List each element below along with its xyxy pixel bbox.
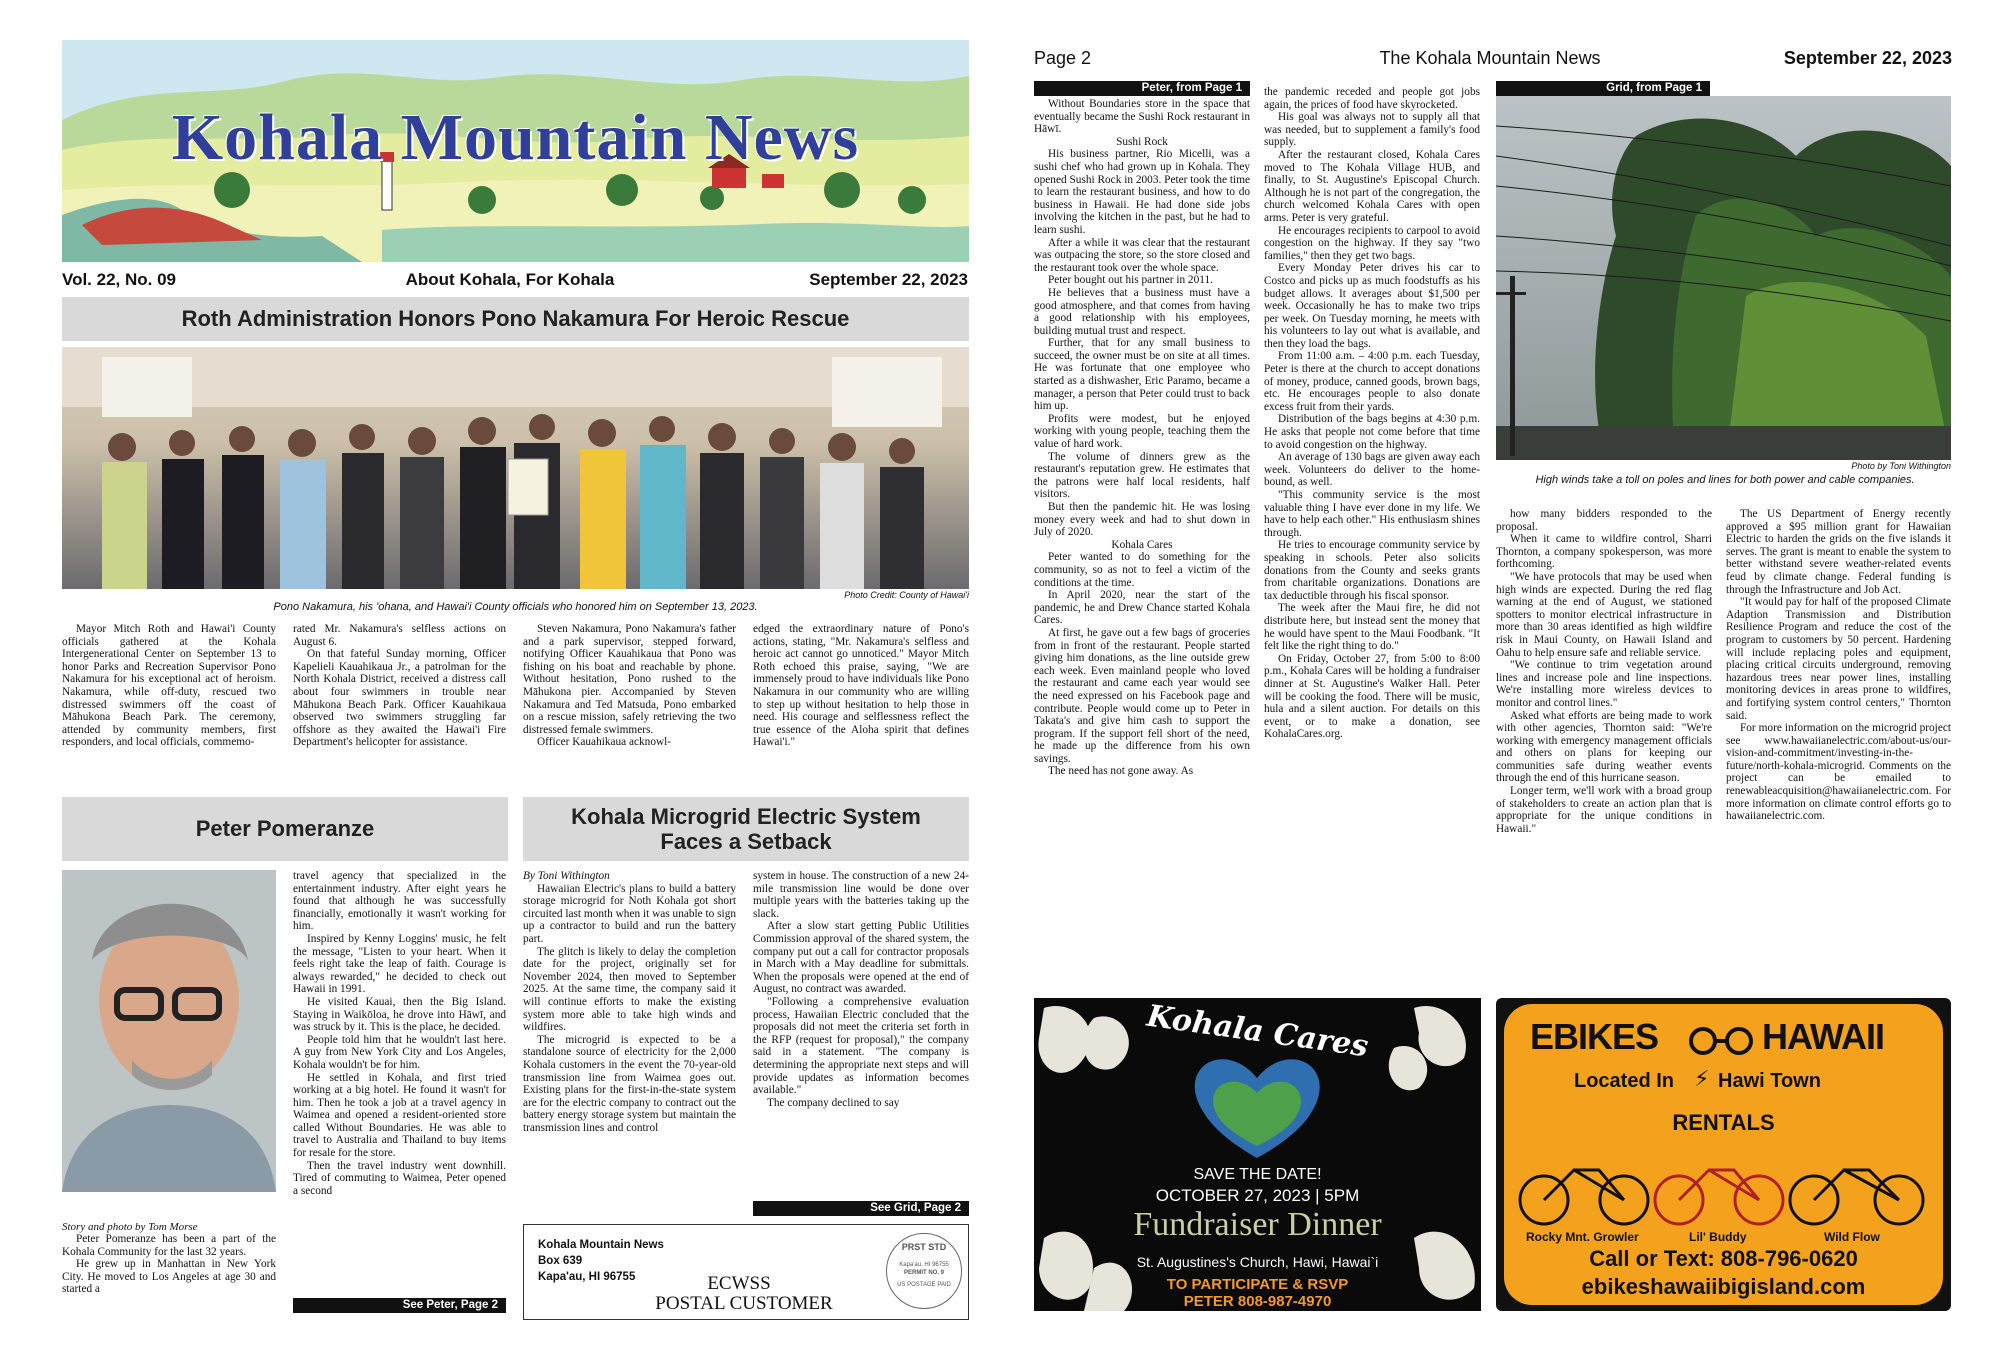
article-paragraph: When it came to wildfire control, Sharri Thornton, a company spokesperson, was more forthcoming. — [1496, 533, 1712, 571]
article-paragraph: The microgrid is expected to be a standalone source of electricity for the 2,000 Kohala customers in the event the 70-year-old transmission line from Waimea goes out. Existing plans for the first-in-the-state system are for the electric company to contract out the battery energy storage system but maintain the transmission lines and control — [523, 1033, 736, 1134]
masthead-tagline: About Kohala, For Kohala — [405, 270, 615, 289]
article-paragraph: After a slow start getting Public Utilities Commission approval of the shared system, the company put out a call for contractor proposals in March with a May deadline for submittals. When the proposals were opened at the end of August, no contract was awarded. — [753, 920, 969, 996]
peter-headline: Peter Pomeranze — [62, 797, 508, 861]
article-paragraph: The glitch is likely to delay the completion date for the project, originally set for November 2024, then moved to September 2025. At the same time, the company said it will continue efforts to make the existing system more able to take high winds and wildfires. — [523, 945, 736, 1034]
article-paragraph: "We have protocols that may be used when high winds are expected. During the red flag warning at the end of August, we stationed spotters to monitor electrical infrastructure in more than 30 areas identified as high wildfire risk in Maui County, on Hawaii Island and Oahu to help ensure safe and reliable service. — [1496, 570, 1712, 659]
peter-cont-tag: Peter, from Page 1 — [1034, 81, 1250, 96]
article-paragraph: Asked what efforts are being made to work with other agencies, Thornton said: "We're working with emergency management officials and others on plans for keeping our communities safe during weather events through the end of this hurricane season. — [1496, 709, 1712, 785]
article-paragraph: how many bidders responded to the proposal. — [1496, 508, 1712, 533]
bikes-illustration — [1514, 1140, 1934, 1230]
article-paragraph: After the restaurant closed, Kohala Cares moved to The Kohala Village HUB, and finally, to St. Augustine's Episcopal Church. Although he is not part of the congregation, the church welcomed Kohala Cares with open arms. Peter is very grateful. — [1264, 148, 1480, 224]
kohala-cares-ad — [1034, 998, 1481, 1311]
article-paragraph: From 11:00 a.m. – 4:00 p.m. each Tuesday, Peter is there at the church to accept donations of money, produce, canned goods, brown bags, etc. He encourages people to also donate excess fruit from their yards. — [1264, 350, 1480, 413]
microgrid-byline: By Toni Withington — [523, 870, 610, 882]
microgrid-column-1 — [523, 870, 736, 1214]
mailing-label — [523, 1224, 969, 1320]
article-paragraph: Without Boundaries store in the space that eventually became the Sushi Rock restaurant in Hāwī. — [1034, 98, 1250, 136]
cares-save-the-date: SAVE THE DATE! — [1193, 1166, 1322, 1183]
article-paragraph: He encourages recipients to carpool to avoid congestion on the highway. If they say "two families," then they get two bags. — [1264, 224, 1480, 262]
article-paragraph: He tries to encourage community service by speaking in schools. Peter also solicits donations from the County and seeks grants from charitable organizations. Donations are tax deductible through his fiscal sponsor. — [1264, 539, 1480, 602]
article-paragraph: On that fateful Sunday morning, Officer Kapelieli Kauahikaua Jr., a patrolman for the North Kohala District, received a distress call about four swimmers in trouble near Māhukona Beach Park. Officer Kauahikaua observed two swimmers struggling far offshore as they awaited the Hawai'i Fire Department's helicopter for assistance. — [293, 648, 506, 749]
article-paragraph: His goal was always not to supply all that was needed, but to supplement a family's food supply. — [1264, 111, 1480, 149]
ebikes-hawi-town: Hawi Town — [1718, 1070, 1821, 1092]
peter-column-2 — [293, 870, 506, 1298]
article-paragraph: Officer Kauahikaua acknowl- — [537, 736, 672, 749]
page2-date: September 22, 2023 — [1783, 48, 1952, 68]
microgrid-headline — [523, 797, 969, 861]
article-paragraph: His business partner, Rio Micelli, was a sushi chef who had grown up in Kohala. They opened Sushi Rock in 2003. Peter took the time to learn the restaurant business, and how to do business in Hawaii. He had done side jobs involving the kitchen in the past, but he had to learn sushi. — [1034, 148, 1250, 236]
article-paragraph: Steven Nakamura, Pono Nakamura's father and a park supervisor, stepped forward, notifying Officer Kauahikaua that Pono was fishing on his boat and reachable by phone. Without hesitation, Pono rushed to the Māhukona pier. Accompanied by Steven Nakamura and Ted Matsuda, Pono embarked on a rescue mission, safely retrieving the two distressed female swimmers. — [523, 623, 736, 736]
article-paragraph: Hawaiian Electric's plans to build a battery storage microgrid for Noth Kohala got short circuited last month when it was unable to sign up a contractor to build and run the battery part. — [523, 882, 736, 945]
cares-title: Kohala Cares — [1144, 998, 1371, 1065]
postage-stamp — [886, 1233, 962, 1309]
article-paragraph: Distribution of the bags begins at 4:30 p.m. He asks that people not come before that time to avoid congestion on the highway. — [1264, 413, 1480, 451]
ebikes-ad — [1496, 998, 1951, 1311]
article-paragraph: Mayor Mitch Roth and Hawai'i County officials gathered at the Kohala Intergenerational Center on September 13 to honor Parks and Recreation Supervisor Pono Nakamura for his exceptional act of heroism. Nakamura, while off-duty, rescued two distressed swimmers off the coast of Māhukona Beach Park. The ceremony, attended by community members, first responders, and local officials, commemo- — [62, 623, 276, 749]
peter-photo — [62, 870, 276, 1192]
article-paragraph: Peter wanted to do something for the community, so as not to feel a victim of the conditions at the time. — [1034, 551, 1250, 589]
lead-column-3 — [523, 623, 736, 793]
article-paragraph: Profits were modest, but he enjoyed working with young people, teaching them the value of hard work. — [1034, 412, 1250, 451]
article-paragraph: the pandemic receded and people got jobs again, the prices of food have skyrocketed. — [1264, 86, 1480, 111]
grid-photo — [1496, 96, 1951, 460]
mailing-postal-customer: POSTAL CUSTOMER — [655, 1293, 833, 1314]
peter-column-1 — [62, 1233, 276, 1317]
peter-cont-column-1 — [1034, 98, 1250, 978]
article-paragraph: On Friday, October 27, from 5:00 to 8:00 p.m., Kohala Cares will be holding a fundraiser dinner at St. Augustine's Walker Hall. Peter will be cooking the food. There will be music, hula and a silent auction. For details on this event, or to make a donation, see KohalaCares.org. — [1264, 652, 1480, 741]
article-paragraph: Peter bought out his partner in 2011. — [1048, 274, 1213, 287]
article-paragraph: edged the extraordinary nature of Pono's actions, stating, "Mr. Nakamura's selfless and heroic act cannot go unnoticed." Mayor Mitch Roth echoed this praise, saying, "We are immensely proud to have individuals like Pono Nakamura in our community who are willing to step up without hesitation to help those in need. His courage and selflessness reflect the true essence of the Aloha spirit that defines Hawai'i." — [753, 623, 969, 749]
article-paragraph: "It would pay for half of the proposed Climate Adaption Transmission and Distribution Resilience Program and reduce the cost of the program to customers by 50 percent. Hardening will include replacing poles and equipment, placing critical circuits underground, removing hazardous trees near power lines, installing monitoring devices in areas prone to wildfires, and fortifying system control centers," Thornton said. — [1726, 596, 1951, 722]
article-paragraph: He visited Kauai, then the Big Island. Staying in Waikōloa, he drove into Hāwī, and was struck by it. This is the place, he decided. — [293, 995, 506, 1034]
page-1 — [0, 0, 990, 1361]
article-paragraph: "We continue to trim vegetation around lines and increase pole and line inspections. We're installing more wireless devices to monitor and control lines." — [1496, 659, 1712, 709]
stamp-line-3: PERMIT NO. 9 — [903, 1270, 944, 1276]
lead-photo — [62, 347, 969, 589]
ebikes-brand-left: EBIKES — [1530, 1016, 1659, 1057]
article-paragraph: Inspired by Kenny Loggins' music, he felt the message, "Listen to your heart. When it feels right take the leap of faith. Courage is always rewarded," he decided to check out Hawaii in 1991. — [293, 932, 506, 996]
grid-cont-column-2 — [1726, 508, 1951, 978]
article-paragraph: travel agency that specialized in the entertainment industry. After eight years he found that although he was successfully financially, emotionally it wasn't working for him. — [293, 870, 506, 933]
grid-photo-caption: High winds take a toll on poles and lines for both power and cable companies. — [1535, 474, 1915, 486]
article-paragraph: The week after the Maui fire, he did not distribute here, but instead sent the money that he would have spent to the Maui Foodbank. "It felt like the right thing to do." — [1264, 602, 1480, 653]
mailing-ecwss: ECWSS — [707, 1273, 771, 1294]
cares-venue: St. Augustines's Church, Hawi, Hawai`i — [1136, 1254, 1379, 1270]
microgrid-headline-line2: Faces a Setback — [660, 829, 832, 854]
article-paragraph: An average of 130 bags are given away each week. Volunteers do deliver to the home-bound, as well. — [1264, 451, 1480, 489]
stamp-line-1: PRST STD — [901, 1242, 947, 1252]
article-paragraph: "Following a comprehensive evaluation process, Hawaiian Electric concluded that the proposals did not meet the criteria set forth in the RFP (request for proposal)," the company said in a statement. "The company is determining the appropriate next steps and will provide updates as information becomes available." — [753, 995, 969, 1097]
cares-event-name: Fundraiser Dinner — [1133, 1206, 1382, 1243]
article-paragraph: At first, he gave out a few bags of groceries from in front of the restaurant. People started giving him donations, as the line outside grew each week. Even mainland people who loved the restaurant and came each year would see the need expressed on his Facebook page and contribute. People would come up to Peter in Takata's and give him cash to support the program. If the support fell short of the need, he made up the difference from his own savings. — [1034, 626, 1250, 765]
article-paragraph: Sushi Rock — [1116, 135, 1168, 148]
bike-name-2: Lil' Buddy — [1689, 1230, 1747, 1244]
article-paragraph: Then the travel industry went downhill. Tired of commuting to Waimea, Peter opened a second — [293, 1159, 506, 1197]
stamp-line-2: Kapa'au, HI 96755 — [899, 1262, 949, 1268]
mailing-line-1: Kohala Mountain News — [538, 1239, 664, 1251]
ebikes-rentals: RENTALS — [1672, 1110, 1775, 1135]
lead-column-2 — [293, 623, 506, 793]
article-paragraph: He settled in Kohala, and first tried working at a big hotel. He found it wasn't for him. Then he took a job at a travel agency in Waimea and opened a resident-oriented store called Without Boundaries. He was able to travel to Australia and Thailand to buy items for resale for the store. — [293, 1071, 506, 1160]
masthead-date: September 22, 2023 — [809, 270, 968, 289]
article-paragraph: The company declined to say — [767, 1096, 900, 1109]
bike-glasses-icon — [1686, 1026, 1756, 1056]
ebikes-located-in: Located In — [1574, 1070, 1675, 1092]
bike-name-3: Wild Flow — [1824, 1230, 1880, 1244]
article-paragraph: Every Monday Peter drives his car to Costco and picks up as much foodstuffs as his budget allows. It averages about $1,500 per week. Occasionally he has to make two trips per week. On Tuesday morning, he meets with his volunteers to lay out what is available, and then they load the bags. — [1264, 262, 1480, 350]
microgrid-jump: See Grid, Page 2 — [753, 1201, 969, 1216]
ebikes-brand-right: HAWAII — [1762, 1016, 1885, 1057]
mailing-line-3: Kapa'au, HI 96755 — [538, 1271, 636, 1283]
page2-paper-name: The Kohala Mountain News — [1379, 48, 1601, 68]
article-paragraph: He grew up in Manhattan in New York City. He moved to Los Angeles at age 30 and started a — [62, 1258, 276, 1296]
peter-photo-credit: Story and photo by Tom Morse — [62, 1221, 198, 1233]
microgrid-body-1 — [523, 883, 736, 1135]
cares-rsvp-line-1: TO PARTICIPATE & RSVP — [1166, 1276, 1349, 1293]
lead-column-1 — [62, 623, 276, 793]
page2-page-number: Page 2 — [1034, 48, 1092, 68]
lead-photo-credit: Photo Credit: County of Hawai'i — [844, 590, 969, 600]
lead-photo-caption: Pono Nakamura, his 'ohana, and Hawai'i County officials who honored him on September 13, 2023. — [273, 601, 758, 613]
cares-rsvp-line-2: PETER 808-987-4970 — [1183, 1293, 1332, 1310]
article-paragraph: The need has not gone away. As — [1048, 765, 1194, 778]
mailing-line-2: Box 639 — [538, 1255, 583, 1267]
peter-cont-column-2 — [1264, 86, 1480, 978]
article-paragraph: Further, that for any small business to succeed, the owner must be on site at all times. He was fortunate that one employee who started as a dishwasher, Eric Paramo, became a manager, a person that Peter could trust to back him up. — [1034, 337, 1250, 413]
lead-column-4 — [753, 623, 969, 793]
page-2 — [1010, 0, 1998, 1361]
masthead-banner — [62, 40, 969, 262]
microgrid-column-2 — [753, 870, 969, 1202]
article-paragraph: He believes that a business must have a good atmosphere, and that comes from having a good relationship with his employees, building mutual trust and respect. — [1034, 286, 1250, 337]
article-paragraph: People told him that he wouldn't last here. A guy from New York City and Los Angeles, Kohala wouldn't be for him. — [293, 1033, 506, 1071]
article-paragraph: The volume of dinners grew as the restaurant's reputation grew. He estimates that the patrons were half local residents, half visitors. — [1034, 450, 1250, 501]
peter-jump: See Peter, Page 2 — [293, 1298, 506, 1313]
article-paragraph: system in house. The construction of a new 24-mile transmission line would be done over multiple years with the batteries taking up the slack. — [753, 870, 969, 920]
article-paragraph: For more information on the microgrid project see www.hawaiianelectric.com/about-us/our-vision-and-commitment/investing-in-the-future/north-kohala-microgrid. Comments on the project can be emailed to renewableacquisition@hawaiianelectric.com. For more information on climate control efforts go to hawaiianelectric.com. — [1726, 722, 1951, 823]
microgrid-headline-line1: Kohala Microgrid Electric System — [571, 804, 921, 829]
masthead-title: Kohala Mountain News — [171, 101, 860, 174]
article-paragraph: Kohala Cares — [1111, 538, 1173, 551]
article-paragraph: The US Department of Energy recently approved a $95 million grant for Hawaiian Electric to harden the grids on the five islands it serves. The grant is meant to enable the system to better withstand severe weather-related events feud by climate change. Federal funding is through the Infrastructure and Job Act. — [1726, 508, 1951, 596]
lead-headline: Roth Administration Honors Pono Nakamura For Heroic Rescue — [62, 297, 969, 341]
article-paragraph: After a while it was clear that the restaurant was outpacing the store, so the store closed and the restaurant took over the whole space. — [1034, 236, 1250, 274]
article-paragraph: In April 2020, near the start of the pandemic, he and Drew Chance started Kohala Cares. — [1034, 589, 1250, 627]
lightning-icon: ⚡ — [1694, 1066, 1710, 1091]
grid-cont-tag: Grid, from Page 1 — [1496, 81, 1710, 96]
article-paragraph: Longer term, we'll work with a broad group of stakeholders to create an action plan that is appropriate for the unique conditions in Hawaii." — [1496, 785, 1712, 835]
ebikes-call: Call or Text: 808-796-0620 — [1589, 1246, 1858, 1271]
masthead-volume: Vol. 22, No. 09 — [62, 270, 177, 289]
article-paragraph: But then the pandemic hit. He was losing money every week and had to shut down in July of 2020. — [1034, 501, 1250, 539]
grid-photo-credit: Photo by Toni Withington — [1851, 461, 1951, 471]
stamp-line-4: US POSTAGE PAID — [897, 1282, 951, 1288]
article-paragraph: "This community service is the most valuable thing I have ever done in my life. We have to help each other." His enthusiasm shines through. — [1264, 489, 1480, 539]
grid-cont-column-1 — [1496, 508, 1712, 978]
cares-event-date: OCTOBER 27, 2023 | 5PM — [1155, 1186, 1360, 1205]
bike-name-1: Rocky Mnt. Growler — [1526, 1230, 1639, 1244]
article-paragraph: rated Mr. Nakamura's selfless actions on August 6. — [293, 623, 506, 648]
article-paragraph: Peter Pomeranze has been a part of the Kohala Community for the last 32 years. — [62, 1233, 276, 1258]
ebikes-website: ebikeshawaiibigisland.com — [1581, 1274, 1866, 1299]
